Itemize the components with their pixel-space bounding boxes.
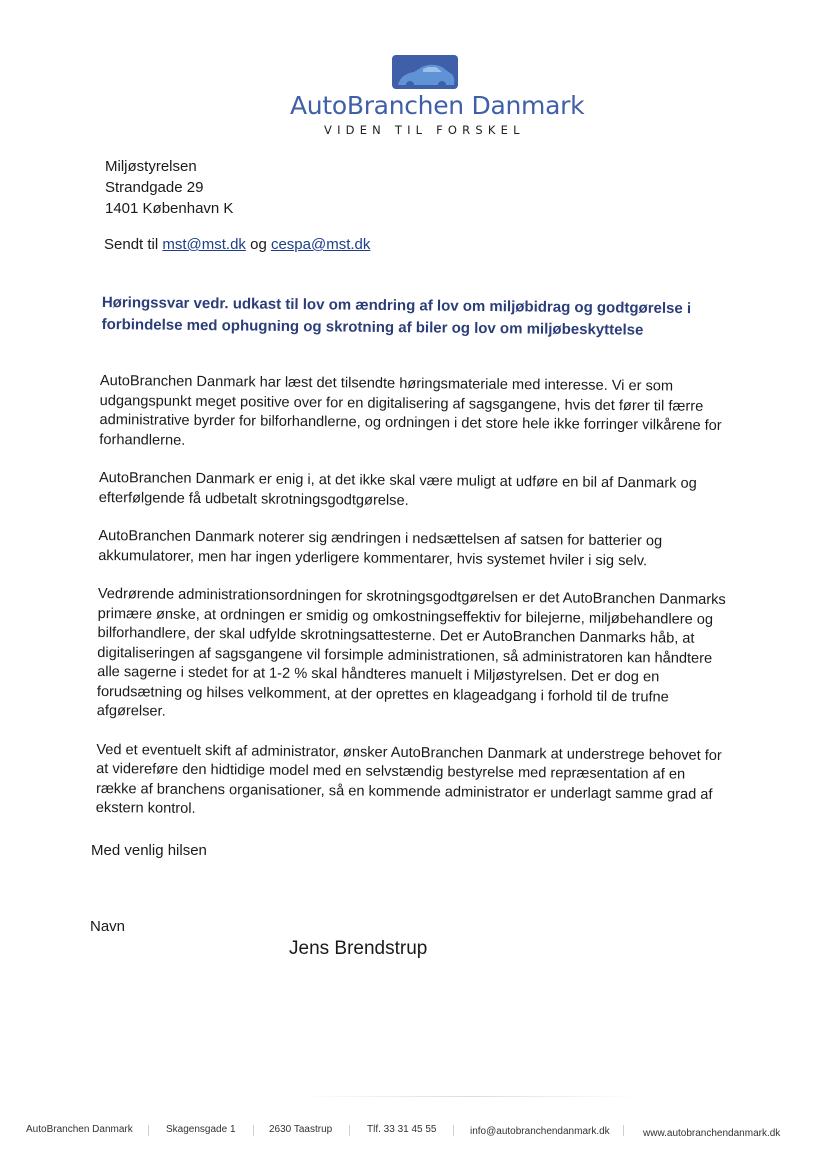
sent-prefix: Sendt til xyxy=(104,236,159,253)
paragraph-4: Vedrørende administrationsordningen for skrotningsgodtgørelsen er det AutoBranchen Danmarks primære ønske, at ordningen er smidig og omkostningseffektiv for bilejerne, miljøbehandlere og bilforhandlere, der skal udfylde skrotningsattesterne. Det er AutoBranchen Danmarks håb, at digitaliseringen af sagsgangene vil forsimple administrationen, så administratoren kan håndtere alle sagerne i stedet for at 1-2 % skal håndteres manuelt i Miljøstyrelsen. Det er dog en forudsætning og hilses velkomment, at der oprettes en klageadgang i forhold til de trufne afgørelser. xyxy=(96,585,726,720)
footer-separator xyxy=(349,1125,350,1136)
footer-phone: Tlf. 33 31 45 55 xyxy=(367,1124,437,1135)
brand-tagline: VIDEN TIL FORSKEL xyxy=(324,123,525,137)
footer-separator xyxy=(148,1125,149,1136)
sent-line xyxy=(104,236,370,253)
letterhead-logo xyxy=(290,55,585,137)
footer-city: 2630 Taastrup xyxy=(269,1124,333,1135)
recipient-name: Miljøstyrelsen xyxy=(105,158,197,175)
brand-name: AutoBranchen Danmark xyxy=(290,91,585,120)
paragraph-2: AutoBranchen Danmark er enig i, at det ikke skal være muligt at udføre en bil af Danmark og efterfølgende få udbetalt skrotningsgodtgørelse. xyxy=(98,469,697,509)
paragraph-5: Ved et eventuelt skift af administrator, ønsker AutoBranchen Danmark at understrege behovet for at videreføre den hidtidige model med en selvstændig bestyrelse med repræsentation af en række af branchens organisationer, så en kommende administrator er underlagt samme grad af ekstern kontrol. xyxy=(95,741,722,817)
email-link-cespa[interactable]: cespa@mst.dk xyxy=(270,236,371,253)
footer-email[interactable]: info@autobranchendanmark.dk xyxy=(470,1126,610,1137)
recipient-street: Strandgade 29 xyxy=(105,179,204,196)
paragraph-3: AutoBranchen Danmark noterer sig ændringen i nedsættelsen af satsen for batterier og akkumulatorer, men har ingen yderligere kommentarer, hvis systemet hviler i sig selv. xyxy=(98,527,663,569)
car-logo-icon xyxy=(392,55,458,91)
footer-separator xyxy=(623,1125,624,1136)
footer-separator xyxy=(453,1125,454,1136)
footer-street: Skagensgade 1 xyxy=(166,1124,236,1135)
footer-divider xyxy=(300,1096,640,1097)
closing-greeting: Med venlig hilsen xyxy=(91,842,207,859)
footer-org: AutoBranchen Danmark xyxy=(26,1124,133,1135)
sent-joiner: og xyxy=(250,236,267,253)
signer-name: Jens Brendstrup xyxy=(289,938,428,959)
letter-subject: Høringssvar vedr. udkast til lov om ændring af lov om miljøbidrag og godtgørelse i forbindelse med ophugning og skrotning af biler og lov om miljøbeskyttelse xyxy=(101,293,692,339)
footer-website[interactable]: www.autobranchendanmark.dk xyxy=(643,1128,781,1139)
recipient-address xyxy=(105,156,233,219)
recipient-city: 1401 København K xyxy=(105,200,234,217)
name-label: Navn xyxy=(90,918,126,935)
paragraph-1: AutoBranchen Danmark har læst det tilsendte høringsmateriale med interesse. Vi er som udgangspunkt meget positive over for en digitalisering af sagsgangene, hvis det fører til færre administrative byrder for bilforhandlerne, og ordningen i det store hele ikke forringer vilkårene for forhandlerne. xyxy=(99,372,722,449)
email-link-mst[interactable]: mst@mst.dk xyxy=(162,236,246,253)
footer-separator xyxy=(253,1125,254,1136)
letter-body xyxy=(96,372,730,844)
